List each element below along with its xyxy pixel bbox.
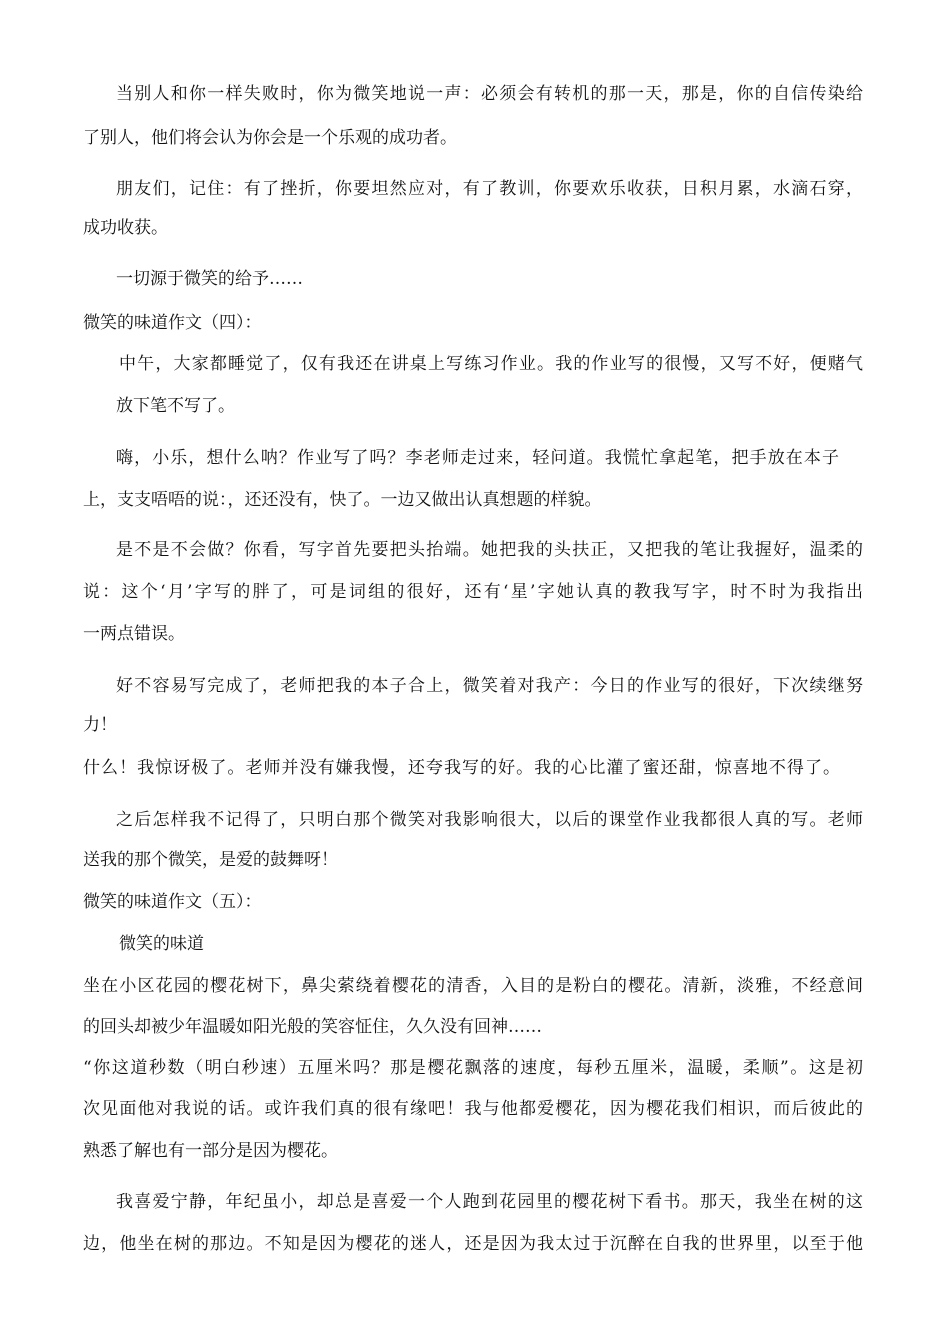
text-line: 边，他坐在树的那边。不知是因为樱花的迷人，还是因为我太过于沉醉在自我的世界里，以至于他 bbox=[83, 1234, 863, 1254]
subtitle: 微笑的味道 bbox=[119, 934, 204, 954]
text-line: 熟悉了解也有一部分是因为樱花。 bbox=[83, 1141, 338, 1161]
text-line: 朋友们，记住：有了挫折，你要坦然应对，有了教训，你要欢乐收获，日积月累，水滴石穿， bbox=[116, 179, 863, 199]
section-heading: 微笑的味道作文（四）： bbox=[83, 313, 262, 333]
text-line: 力！ bbox=[83, 715, 117, 735]
text-line: 成功收获。 bbox=[83, 218, 168, 238]
text-line: “你这道秒数（明白秒速）五厘米吗？那是樱花飘落的速度，每秒五厘米，温暖，柔顺”。这是初 bbox=[83, 1058, 863, 1078]
text-line: 之后怎样我不记得了，只明白那个微笑对我影响很大，以后的课堂作业我都很人真的写。老师 bbox=[116, 810, 863, 830]
text-line: 坐在小区花园的樱花树下，鼻尖萦绕着樱花的清香，入目的是粉白的樱花。清新，淡雅，不经意间 bbox=[83, 976, 863, 996]
text-line: 一两点错误。 bbox=[83, 624, 185, 644]
text-line: 放下笔不写了。 bbox=[116, 396, 235, 416]
text-line: 中午，大家都睡觉了，仅有我还在讲桌上写练习作业。我的作业写的很慢，又写不好，便赌气 bbox=[119, 354, 863, 374]
text-line: 上，支支唔唔的说：，还还没有，快了。一边又做出认真想题的样貌。 bbox=[83, 490, 602, 510]
text-line: 当别人和你一样失败时，你为微笑地说一声：必须会有转机的那一天，那是，你的自信传染给 bbox=[116, 84, 863, 104]
text-line: 好不容易写完成了，老师把我的本子合上，微笑着对我产：今日的作业写的很好，下次续继努 bbox=[116, 676, 863, 696]
text-line: 是不是不会做？你看，写字首先要把头抬端。她把我的头扶正，又把我的笔让我握好，温柔的 bbox=[116, 540, 863, 560]
text-line: 说：这个‘月’字写的胖了，可是词组的很好，还有‘星’字她认真的教我写字，时不时为我指出 bbox=[83, 582, 863, 602]
text-line: 嗨，小乐，想什么呐？作业写了吗？李老师走过来，轻问道。我慌忙拿起笔，把手放在本子 bbox=[116, 448, 839, 468]
text-line: 次见面他对我说的话。或许我们真的很有缘吧！我与他都爱樱花，因为樱花我们相识，而后彼此的 bbox=[83, 1099, 863, 1119]
section-heading: 微笑的味道作文（五）： bbox=[83, 892, 262, 912]
text-line: 什么！我惊讶极了。老师并没有嫌我慢，还夸我写的好。我的心比灌了蜜还甜，惊喜地不得了。 bbox=[83, 758, 840, 778]
text-line: 我喜爱宁静，年纪虽小，却总是喜爱一个人跑到花园里的樱花树下看书。那天，我坐在树的这 bbox=[116, 1192, 863, 1212]
text-line: 一切源于微笑的给予…… bbox=[116, 269, 303, 289]
text-line: 送我的那个微笑，是爱的鼓舞呀！ bbox=[83, 850, 338, 870]
text-line: 的回头却被少年温暖如阳光般的笑容怔住，久久没有回神…… bbox=[83, 1017, 542, 1037]
text-line: 了别人，他们将会认为你会是一个乐观的成功者。 bbox=[83, 128, 457, 148]
